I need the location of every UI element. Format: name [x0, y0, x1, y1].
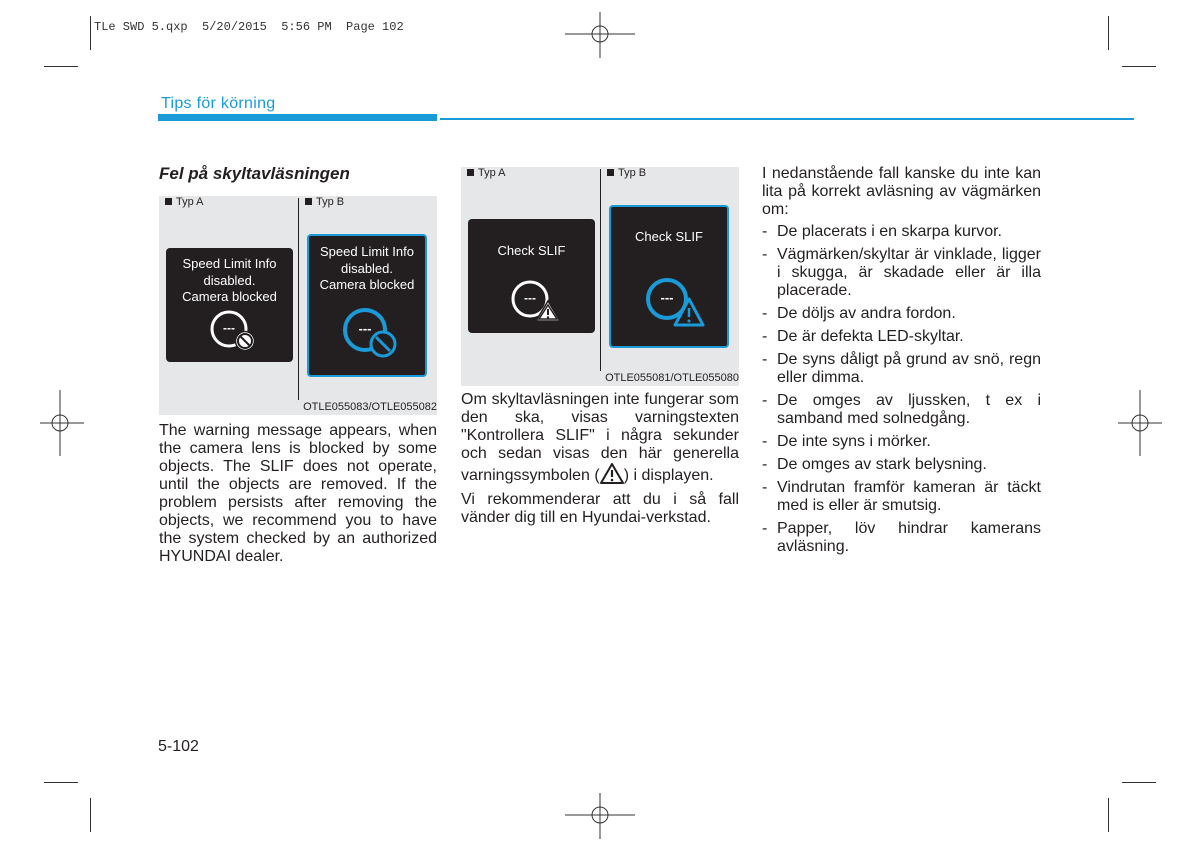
- list-item: [762, 479, 1041, 515]
- registration-mark-icon: [565, 12, 635, 58]
- display-screen-typ-b: [307, 234, 427, 377]
- page-number: 5-102: [158, 738, 199, 755]
- list-item: [762, 223, 1041, 241]
- list-item: [762, 351, 1041, 387]
- list-item-text: De syns dåligt på grund av snö, regn eller dimma.: [777, 351, 1041, 386]
- list-item: [762, 246, 1041, 300]
- display-message: Check SLIF: [635, 229, 703, 244]
- list-dash: -: [762, 351, 768, 368]
- sign-dashes: ---: [524, 291, 536, 305]
- list-dash: -: [762, 456, 768, 473]
- middle-body: [461, 391, 739, 533]
- list-item-text: De placerats i en skarpa kurvor.: [777, 223, 1002, 240]
- camera-blocked-icon: [341, 306, 401, 362]
- figure-caption: OTLE055081/OTLE055080: [605, 372, 739, 384]
- crop-mark: [1122, 66, 1156, 67]
- list-item: [762, 433, 1041, 451]
- section-title: Tips för körning: [161, 95, 276, 112]
- list-item: [762, 520, 1041, 556]
- display-screen-typ-b: [609, 205, 729, 348]
- list-dash: -: [762, 328, 768, 345]
- condition-list: [762, 223, 1041, 556]
- display-screen-typ-a: [166, 248, 293, 362]
- list-item-text: Vägmärken/skyltar är vinklade, ligger i skugga, är skadade eller är illa placerade.: [777, 246, 1041, 299]
- right-column: [762, 165, 1041, 561]
- crop-mark: [1122, 782, 1156, 783]
- crop-mark: [1108, 16, 1109, 50]
- left-body-paragraph: The warning message appears, when the camera lens is blocked by some objects. The SLIF does not operate, until the objects are removed. If the problem persists after removing the objects, we recommend you to have the system checked by an authorized HYUNDAI dealer.: [159, 422, 437, 565]
- registration-mark-icon: [40, 390, 84, 456]
- display-message: Speed Limit Info disabled. Camera blocked: [319, 244, 415, 292]
- crop-mark: [90, 16, 91, 50]
- middle-paragraph-2: Vi rekommenderar att du i så fall vänder dig till en Hyundai-verkstad.: [461, 491, 739, 526]
- registration-mark-icon: [565, 793, 635, 839]
- figure-caption: OTLE055083/OTLE055082: [303, 401, 437, 413]
- list-dash: -: [762, 305, 768, 322]
- display-message: Check SLIF: [497, 243, 566, 258]
- right-intro: I nedanstående fall kanske du inte kan lita på korrekt avläsning av vägmärken om:: [762, 165, 1041, 218]
- list-item-text: De döljs av andra fordon.: [777, 305, 956, 322]
- paragraph-text: ) i displayen.: [623, 467, 714, 484]
- list-dash: -: [762, 520, 768, 537]
- figure-label-typ-b: Typ B: [305, 196, 344, 208]
- list-item-text: De omges av stark belysning.: [777, 456, 987, 473]
- list-item-text: Papper, löv hindrar kamerans avläsning.: [777, 520, 1041, 555]
- list-item: [762, 328, 1041, 346]
- list-item-text: Vindrutan framför kameran är täckt med is eller är smutsig.: [777, 479, 1041, 514]
- list-item-text: De inte syns i mörker.: [777, 433, 931, 450]
- list-dash: -: [762, 433, 768, 450]
- crop-mark: [1108, 798, 1109, 832]
- sign-dashes: ---: [660, 290, 674, 305]
- figure-label-typ-b: Typ B: [607, 167, 646, 179]
- list-item: [762, 456, 1041, 474]
- printer-slug: TLe SWD 5.qxp 5/20/2015 5:56 PM Page 102: [94, 20, 404, 34]
- figure-check-slif: [461, 167, 739, 386]
- figure-label-typ-a: Typ A: [165, 196, 204, 208]
- paragraph-text: Om skyltavläsningen inte fungerar som den ska, visas varningstexten "Kontrollera SLIF" i några sekunder och sedan visas den här generella varningssymbolen (: [461, 391, 739, 484]
- camera-blocked-icon: [209, 308, 265, 354]
- list-item: [762, 392, 1041, 428]
- sign-dashes: ---: [358, 321, 372, 336]
- header-rule-line: [440, 118, 1134, 120]
- slif-warning-icon: [510, 277, 568, 325]
- crop-mark: [90, 798, 91, 832]
- list-dash: -: [762, 246, 768, 263]
- registration-mark-icon: [1118, 390, 1162, 456]
- display-message: Speed Limit Info disabled. Camera blocked: [182, 256, 277, 304]
- list-item-text: De är defekta LED-skyltar.: [777, 328, 964, 345]
- list-dash: -: [762, 223, 768, 240]
- middle-paragraph-1: [461, 391, 739, 485]
- list-item: [762, 305, 1041, 323]
- display-screen-typ-a: [468, 219, 595, 333]
- header-rule-bar: [158, 114, 437, 121]
- crop-mark: [44, 66, 78, 67]
- figure-camera-blocked: [159, 196, 437, 415]
- slif-warning-icon: [645, 275, 709, 331]
- subsection-heading: Fel på skyltavläsningen: [159, 164, 350, 183]
- list-dash: -: [762, 392, 768, 409]
- list-item-text: De omges av ljussken, t ex i samband med solnedgång.: [777, 392, 1041, 427]
- figure-divider: [600, 169, 601, 371]
- crop-mark: [44, 782, 78, 783]
- figure-label-typ-a: Typ A: [467, 167, 506, 179]
- list-dash: -: [762, 479, 768, 496]
- warning-triangle-icon: [600, 463, 624, 484]
- sign-dashes: ---: [223, 321, 235, 335]
- figure-divider: [298, 198, 299, 400]
